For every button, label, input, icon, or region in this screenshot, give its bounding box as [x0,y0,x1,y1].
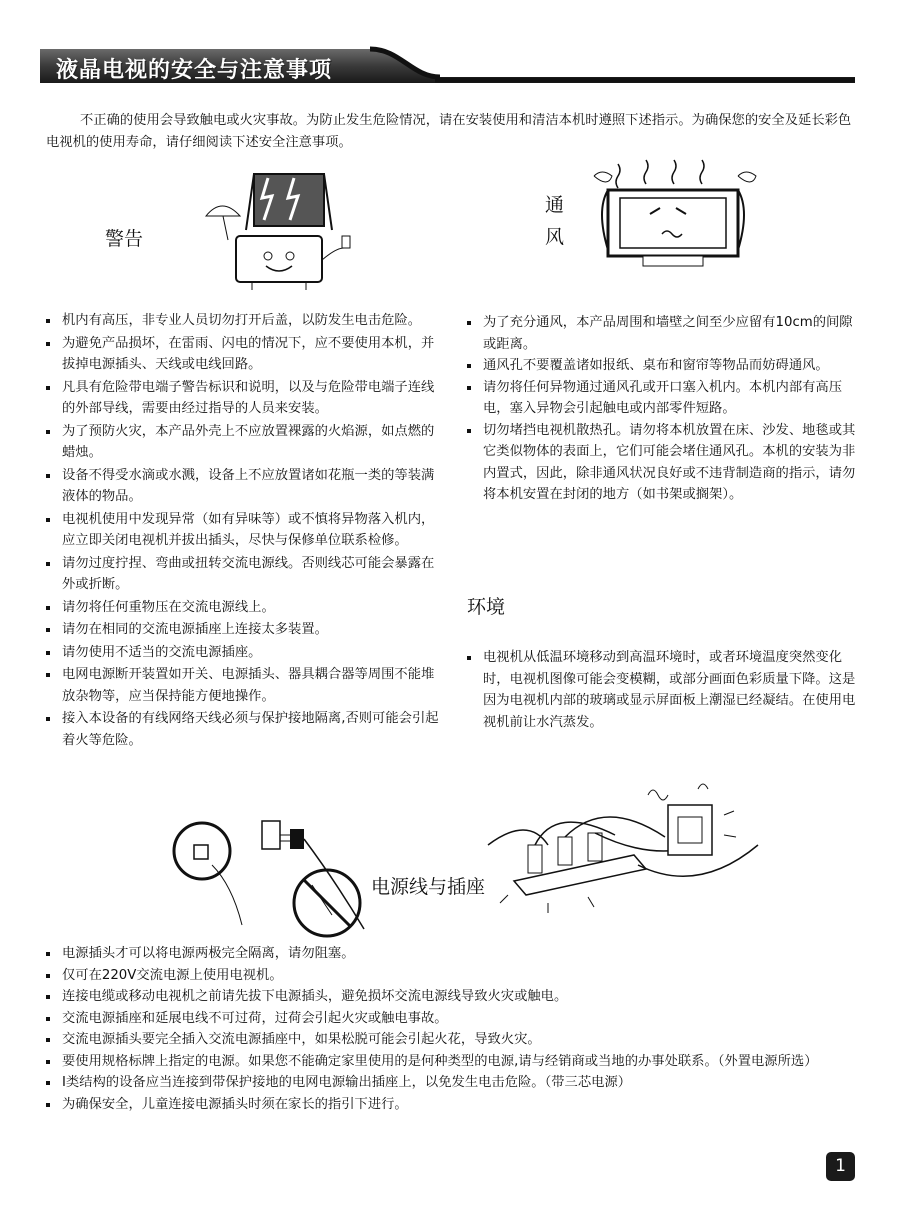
warning-item: 电网电源断开装置如开关、电源插头、器具耦合器等周围不能堆放杂物等，应当保持能方便地操作。 [44,664,444,707]
power-item: Ⅰ类结构的设备应当连接到带保护接地的电网电源输出插座上，以免发生电击危险。（带三芯电源） [44,1072,864,1094]
power-item: 交流电源插座和延展电线不可过荷，过荷会引起火灾或触电事故。 [44,1008,864,1030]
warning-list [44,310,444,752]
power-item: 电源插头才可以将电源两极完全隔离，请勿阻塞。 [44,943,864,965]
warning-item: 电视机使用中发现异常（如有异味等）或不慎将异物落入机内，应立即关闭电视机并拔出插头，尽快与保修单位联系检修。 [44,509,444,552]
plug-handling-illustration [172,815,372,940]
overloaded-outlet-illustration [488,785,763,915]
warning-item: 为了预防火灾，本产品外壳上不应放置裸露的火焰源，如点燃的蜡烛。 [44,421,444,464]
lightning-tv-illustration [196,168,356,293]
page-number: 1 [826,1152,855,1181]
power-item: 连接电缆或移动电视机之前请先拔下电源插头，避免损坏交流电源线导致火灾或触电。 [44,986,864,1008]
ventilation-item: 请勿将任何异物通过通风孔或开口塞入机内。本机内部有高压电，塞入异物会引起触电或内部零件短路。 [465,377,857,420]
warning-heading: 警告 [105,228,144,250]
warning-item: 机内有高压，非专业人员切勿打开后盖，以防发生电击危险。 [44,310,444,332]
power-item: 仅可在220V交流电源上使用电视机。 [44,965,864,987]
warning-item: 请勿使用不适当的交流电源插座。 [44,642,444,664]
ventilation-item: 通风孔不要覆盖诸如报纸、桌布和窗帘等物品而妨碍通风。 [465,355,857,377]
ventilation-item: 切勿堵挡电视机散热孔。请勿将本机放置在床、沙发、地毯或其它类似物体的表面上，它们可能会堵住通风孔。本机的安装为非内置式，因此，除非通风状况良好或不违背制造商的指示，请勿将本机安置在封闭的地方（如书架或搁架）。 [465,420,857,506]
power-heading: 电源线与插座 [371,876,486,898]
warning-item: 请勿在相同的交流电源插座上连接太多装置。 [44,619,444,641]
warning-item: 凡具有危险带电端子警告标识和说明，以及与危险带电端子连线的外部导线，需要由经过指导的人员来安装。 [44,377,444,420]
ventilation-heading-char-1: 通 [545,194,565,216]
power-item: 要使用规格标牌上指定的电源。如果您不能确定家里使用的是何种类型的电源,请与经销商或当地的办事处联系。（外置电源所选） [44,1051,864,1073]
power-item: 交流电源插头要完全插入交流电源插座中，如果松脱可能会引起火花，导致火灾。 [44,1029,864,1051]
warning-item: 接入本设备的有线网络天线必须与保护接地隔离,否则可能会引起着火等危险。 [44,708,444,751]
warning-item: 为避免产品损坏，在雷雨、闪电的情况下，应不要使用本机，并拔掉电源插头、天线或电线回路。 [44,333,444,376]
page-title: 液晶电视的安全与注意事项 [56,57,333,83]
warning-item: 设备不得受水滴或水溅，设备上不应放置诸如花瓶一类的等装满液体的物品。 [44,465,444,508]
power-item: 为确保安全，儿童连接电源插头时须在家长的指引下进行。 [44,1094,864,1116]
overheating-tv-illustration [588,156,758,271]
environment-heading: 环境 [467,596,506,618]
warning-item: 请勿将任何重物压在交流电源线上。 [44,597,444,619]
ventilation-heading-char-2: 风 [545,226,565,248]
intro-paragraph: 不正确的使用会导致触电或火灾事故。为防止发生危险情况，请在安装使用和清洁本机时遵照下述指示。为确保您的安全及延长彩色电视机的使用寿命，请仔细阅读下述安全注意事项。 [46,113,852,150]
environment-item: 电视机从低温环境移动到高温环境时，或者环境温度突然变化时，电视机图像可能会变模糊，或部分画面色彩质量下降。这是因为电视机内部的玻璃或显示屏面板上潮湿已经凝结。在使用电视机前让水汽蒸发。 [465,647,857,733]
ventilation-list [465,312,857,506]
power-list [44,943,864,1115]
environment-list [465,647,857,733]
warning-item: 请勿过度拧捏、弯曲或扭转交流电源线。否则线芯可能会暴露在外或折断。 [44,553,444,596]
ventilation-item: 为了充分通风，本产品周围和墙壁之间至少应留有10cm的间隙或距离。 [465,312,857,355]
